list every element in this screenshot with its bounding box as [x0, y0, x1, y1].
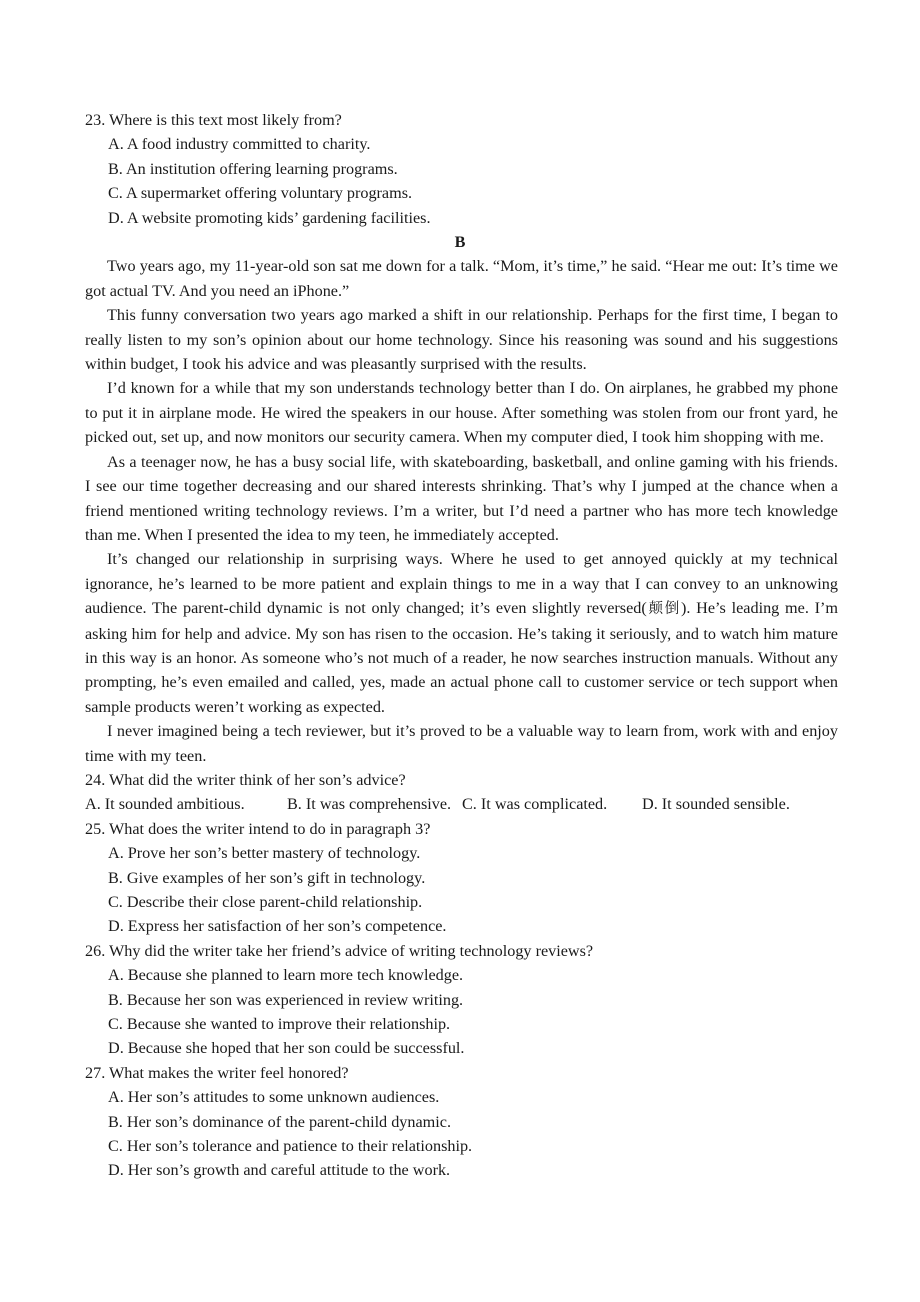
question-25-option-b[interactable]: B. Give examples of her son’s gift in technology. — [108, 868, 426, 887]
question-26-option-c[interactable]: C. Because she wanted to improve their relationship. — [108, 1015, 451, 1034]
question-27-option-b[interactable]: B. Her son’s dominance of the parent-child dynamic. — [108, 1112, 451, 1131]
question-24-options-row — [85, 792, 838, 816]
passage-paragraph-6: I never imagined being a tech reviewer, but it’s proved to be a valuable way to learn from, work with and enjoy time with my teen. — [85, 722, 838, 765]
passage-paragraph-5 — [85, 547, 838, 719]
question-24-option-b[interactable]: B. It was comprehensive. — [287, 795, 452, 814]
question-27-block — [85, 1061, 838, 1183]
question-27-option-a[interactable]: A. Her son’s attitudes to some unknown audiences. — [108, 1088, 440, 1107]
question-25-stem: 25. What does the writer intend to do in paragraph 3? — [85, 819, 431, 838]
passage-paragraph-1: Two years ago, my 11-year-old son sat me down for a talk. “Mom, it’s time,” he said. “Hear me out: It’s time we got actual TV. And you need an iPhone.” — [85, 257, 838, 300]
question-24-option-c[interactable]: C. It was complicated. — [462, 795, 608, 814]
chinese-gloss: 颠倒 — [646, 601, 681, 618]
question-26-block — [85, 939, 838, 1061]
question-23-option-c[interactable]: C. A supermarket offering voluntary programs. — [108, 184, 413, 203]
question-24-option-a[interactable]: A. It sounded ambitious. — [85, 795, 245, 814]
passage-paragraph-3: I’d known for a while that my son understands technology better than I do. On airplanes, he grabbed my phone to put it in airplane mode. He wired the speakers in our house. After something was stolen from our front yard, he picked out, set up, and now monitors our security camera. When my computer died, I took him shopping with me. — [85, 379, 838, 447]
question-27-stem: 27. What makes the writer feel honored? — [85, 1063, 349, 1082]
question-26-option-d[interactable]: D. Because she hoped that her son could be successful. — [108, 1039, 465, 1058]
question-26-option-a[interactable]: A. Because she planned to learn more tech knowledge. — [108, 966, 464, 985]
passage-paragraph-2: This funny conversation two years ago marked a shift in our relationship. Perhaps for the first time, I began to really listen to my son’s opinion about our home technology. Since his reasoning was sound and his suggestions within budget, I took his advice and was pleasantly surprised with the results. — [85, 306, 838, 374]
question-25-block — [85, 817, 838, 939]
question-23-option-a[interactable]: A. A food industry committed to charity. — [108, 135, 371, 154]
question-23-stem: 23. Where is this text most likely from? — [85, 111, 342, 129]
question-24-option-d[interactable]: D. It sounded sensible. — [642, 795, 790, 814]
question-23-option-b[interactable]: B. An institution offering learning programs. — [108, 159, 398, 178]
question-27-option-c[interactable]: C. Her son’s tolerance and patience to their relationship. — [108, 1137, 473, 1156]
question-25-option-c[interactable]: C. Describe their close parent-child relationship. — [108, 892, 423, 911]
question-26-stem: 26. Why did the writer take her friend’s advice of writing technology reviews? — [85, 941, 594, 960]
question-23-block — [85, 108, 838, 230]
passage-section-label: B — [454, 233, 466, 252]
page-content — [85, 108, 838, 1183]
question-27-option-d[interactable]: D. Her son’s growth and careful attitude to the work. — [108, 1161, 451, 1180]
question-24-block — [85, 768, 838, 817]
question-25-option-d[interactable]: D. Express her satisfaction of her son’s competence. — [108, 917, 447, 936]
question-23-option-d[interactable]: D. A website promoting kids’ gardening facilities. — [108, 208, 431, 227]
paragraph-5-text-before-gloss: It’s changed our relationship in surprising ways. Where he used to get annoyed quickly at my technical ignorance, he’s learned to be more patient and explain things to me in a way that I can convey to an unknowing audience. The parent-child dynamic is not only changed; it’s even slightly reversed( — [85, 550, 838, 618]
question-25-option-a[interactable]: A. Prove her son’s better mastery of technology. — [108, 844, 421, 863]
paragraph-5-text-after-gloss: ). He’s leading me. I’m asking him for help and advice. My son has risen to the occasion. He’s taking it seriously, and to watch him mature in this way is an honor. As someone who’s not much of a reader, he now searches instruction manuals. Without any prompting, he’s even emailed and called, yes, made an actual phone call to customer service or tech support when sample products weren’t working as expected. — [85, 599, 839, 716]
question-24-stem: 24. What did the writer think of her son’s advice? — [85, 770, 406, 789]
passage-paragraph-4: As a teenager now, he has a busy social life, with skateboarding, basketball, and online gaming with his friends. I see our time together decreasing and our shared interests shrinking. That’s why I jumped at the chance when a friend mentioned writing technology reviews. I’m a writer, but I’d need a partner who has more tech knowledge than me. When I presented the idea to my teen, he immediately accepted. — [85, 452, 838, 544]
question-26-option-b[interactable]: B. Because her son was experienced in review writing. — [108, 990, 464, 1009]
